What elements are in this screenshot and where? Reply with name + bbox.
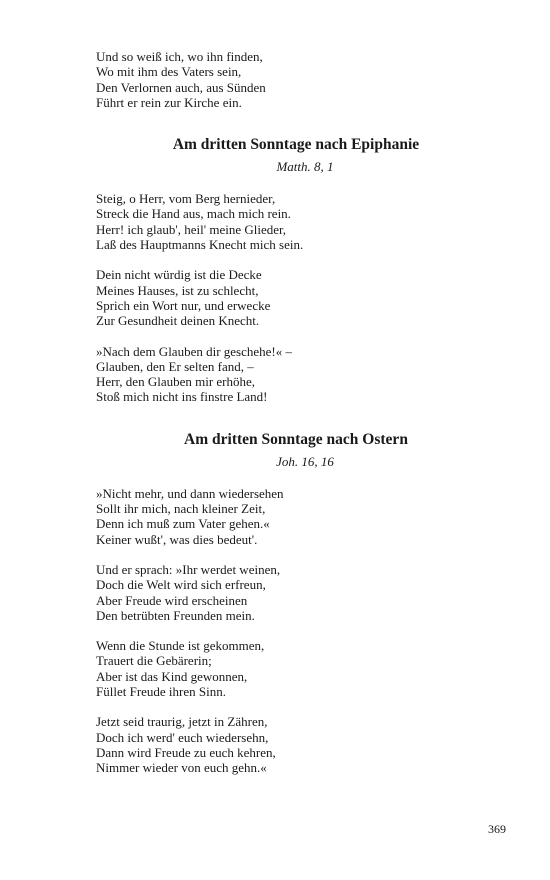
verse-line: Herr! ich glaub', heil' meine Glieder, <box>96 221 287 237</box>
page-number: 369 <box>488 822 506 836</box>
verse-line: Sollt ihr mich, nach kleiner Zeit, <box>96 501 266 517</box>
verse-line: Denn ich muß zum Vater gehen.« <box>96 516 270 532</box>
poem-epiphanie <box>96 136 496 405</box>
verse-line: Aber ist das Kind gewonnen, <box>96 668 248 684</box>
verse-line: Führt er rein zur Kirche ein. <box>96 94 242 110</box>
scripture-reference: Matth. 8, 1 <box>276 159 334 175</box>
verse-line: »Nach dem Glauben dir geschehe!« – <box>96 343 293 359</box>
poem-title: Am dritten Sonntage nach Epiphanie <box>172 136 420 154</box>
verse-line: Wenn die Stunde ist gekommen, <box>96 638 265 654</box>
verse-line: Zur Gesundheit deinen Knecht. <box>96 313 260 329</box>
verse-line: Steig, o Herr, vom Berg hernieder, <box>96 191 276 207</box>
stanza <box>96 714 496 775</box>
verse-line: Nimmer wieder von euch gehn.« <box>96 760 267 776</box>
stanza <box>96 191 496 252</box>
verse-line: Doch ich werd' euch wiedersehn, <box>96 729 269 745</box>
poem-title: Am dritten Sonntage nach Ostern <box>184 430 408 448</box>
verse-line: Streck die Hand aus, mach mich rein. <box>96 206 291 222</box>
verse-line: Stoß mich nicht ins finstre Land! <box>96 389 268 405</box>
verse-line: Den betrübten Freunden mein. <box>96 607 255 623</box>
verse-line: Und so weiß ich, wo ihn finden, <box>96 49 263 64</box>
verse-line: Meines Hauses, ist zu schlecht, <box>96 282 259 298</box>
stanza <box>96 344 496 405</box>
page-content <box>96 49 496 776</box>
stanza <box>96 267 496 328</box>
verse-line: Füllet Freude ihren Sinn. <box>96 684 226 700</box>
poem-ostern <box>96 431 496 776</box>
verse-line: Den Verlornen auch, aus Sünden <box>96 79 266 95</box>
verse-line: Aber Freude wird erscheinen <box>96 592 248 608</box>
opening-stanzas <box>96 49 496 110</box>
verse-line: Wo mit ihm des Vaters sein, <box>96 64 242 80</box>
verse-line: Laß des Hauptmanns Knecht mich sein. <box>96 237 304 253</box>
verse-line: Trauert die Gebärerin; <box>96 653 212 669</box>
verse-line: Glauben, den Er selten fand, – <box>96 358 254 374</box>
stanza <box>96 486 496 547</box>
stanza <box>96 562 496 623</box>
verse-line: Doch die Welt wird sich erfreun, <box>96 577 266 593</box>
verse-line: Und er sprach: »Ihr werdet weinen, <box>96 561 281 577</box>
verse-line: Sprich ein Wort nur, und erwecke <box>96 297 271 313</box>
verse-line: »Nicht mehr, und dann wiedersehen <box>96 485 284 501</box>
verse-line: Herr, den Glauben mir erhöhe, <box>96 374 256 390</box>
verse-line: Dann wird Freude zu euch kehren, <box>96 744 276 760</box>
scripture-reference: Joh. 16, 16 <box>276 453 334 469</box>
verse-line: Keiner wußt', was dies bedeut'. <box>96 531 258 547</box>
verse-line: Dein nicht würdig ist die Decke <box>96 267 262 283</box>
stanza <box>96 49 496 110</box>
stanza <box>96 638 496 699</box>
verse-line: Jetzt seid traurig, jetzt in Zähren, <box>96 714 268 730</box>
